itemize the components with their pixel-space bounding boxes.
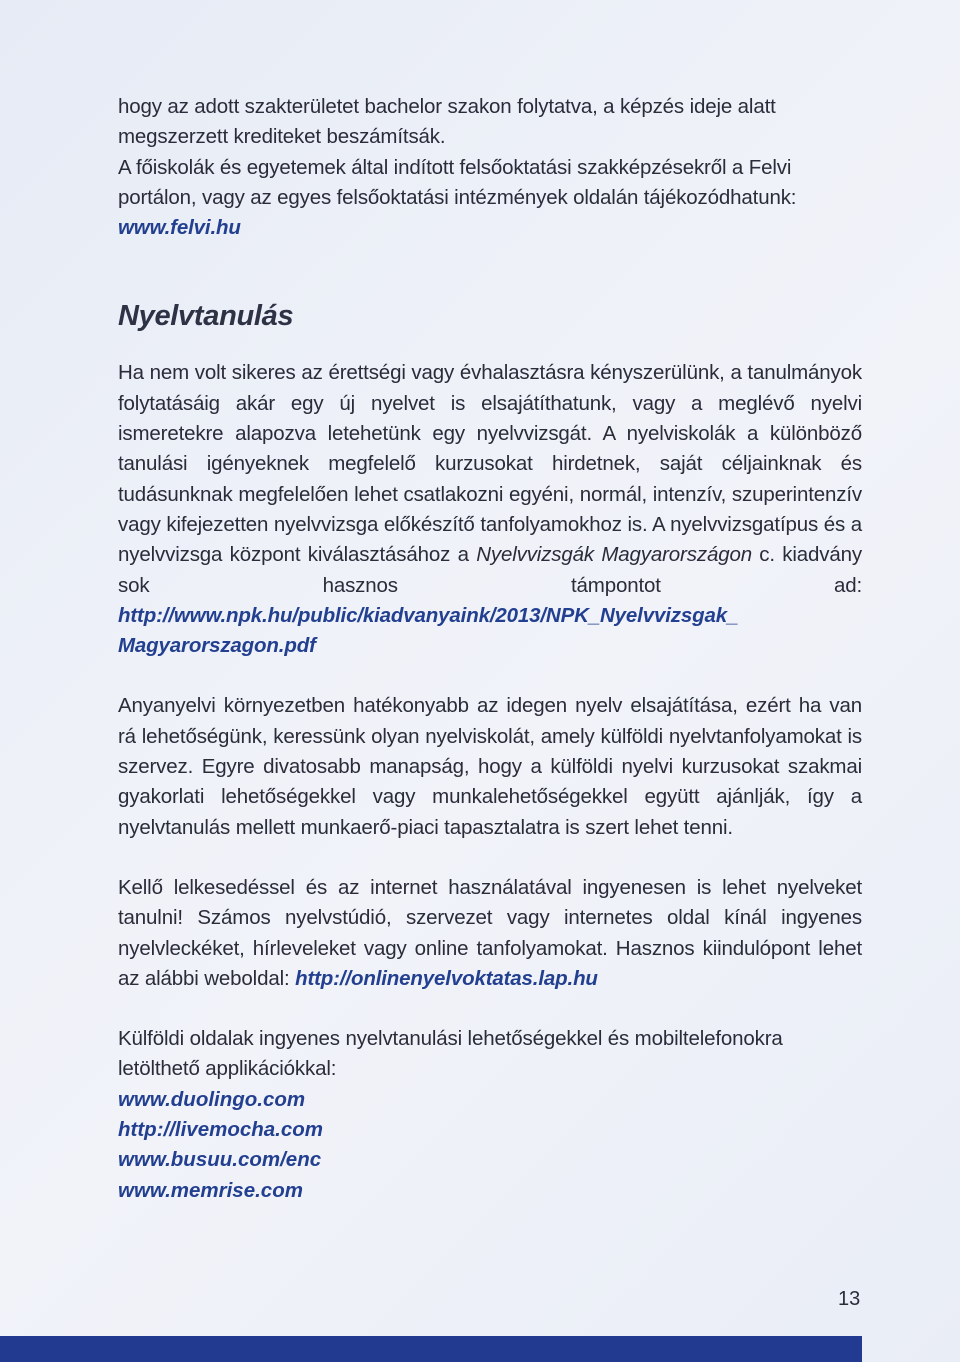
livemocha-link[interactable]: http://livemocha.com (118, 1118, 324, 1142)
paragraph-2: Anyanyelvi környezetben hatékonyabb az idegen nyelv elsajátítása, ezért ha van rá lehetőségünk, keressünk olyan nyelviskolát, amely külföldi nyelvtanfolyamokat is szervez. Egyre divatosabb manapság, hogy a külföldi nyelvi kurzusokat szakmai gyakorlati lehetőségekkel vagy munkalehetőségekkel együtt ajánlják, így a nyelvtanulás mellett munkaerő-piaci tapasztalatra is szert lehet tenni. (118, 694, 862, 839)
paragraph-4: Külföldi oldalak ingyenes nyelvtanulási lehetőségekkel és mobiltelefonokra letölthető applikációkkal: (118, 1027, 783, 1081)
intro-text-2: A főiskolák és egyetemek által indított felsőoktatási szakképzésekről a Felvi portálon, vagy az egyes felsőoktatási intézmények oldalán tájékozódhatunk: (118, 155, 797, 209)
paragraph-3 (118, 873, 862, 994)
felvi-link[interactable]: www.felvi.hu (118, 216, 241, 240)
paragraph-3-text: Kellő lelkesedéssel és az internet használatával ingyenesen is lehet nyelveket tanulni! Számos nyelvstúdió, szervezet vagy internetes oldal kínál ingyenes nyelvleckéket, hírleveleket vagy online tanfolyamokat. Hasznos kiindulópont lehet az alábbi weboldal: (118, 875, 862, 990)
link-list (118, 1085, 862, 1206)
memrise-link[interactable]: www.memrise.com (118, 1178, 303, 1202)
page-content (118, 92, 862, 1206)
paragraph-1-text: Ha nem volt sikeres az érettségi vagy évhalasztásra kényszerülünk, a tanulmányok folytatásáig akár egy új nyelvet is elsajátíthatunk, vagy a meglévő nyelvi ismeretekre alapozva letehetünk egy nyelvvizsgát. A nyelviskolák a különböző tanulási igényeknek megfelelő kurzusokat hirdetnek, saját céljainknak és tudásunknak megfelelően lehet csatlakozni egyéni, normál, intenzív, szuperintenzív vagy kifejezetten nyelvvizsga előkészítő tanfolyamokhoz is. A nyelvvizsgatípus és a nyelvvizsga központ kiválasztásához a (118, 361, 862, 567)
onlinenyelvoktatas-link[interactable]: http://onlinenyelvoktatas.lap.hu (295, 966, 598, 990)
intro-text: hogy az adott szakterületet bachelor szakon folytatva, a képzés ideje alatt megszerzett krediteket beszámítsák. (118, 95, 776, 149)
publication-title: Nyelvvizsgák Magyarországon (476, 543, 752, 567)
footer-bar (0, 1336, 862, 1362)
paragraph-1 (118, 358, 862, 661)
duolingo-link[interactable]: www.duolingo.com (118, 1087, 306, 1111)
page-number: 13 (838, 1288, 861, 1310)
npk-link[interactable]: http://www.npk.hu/public/kiadvanyaink/2013/NPK_Nyelvvizsgak_ Magyarorszagon.pdf (118, 603, 739, 658)
paragraph-1-text-2: c. kiadvány sok hasznos támpontot ad: (118, 543, 863, 597)
intro-paragraph (118, 92, 862, 243)
section-title: Nyelvtanulás (118, 300, 294, 333)
busuu-link[interactable]: www.busuu.com/enc (118, 1148, 322, 1172)
